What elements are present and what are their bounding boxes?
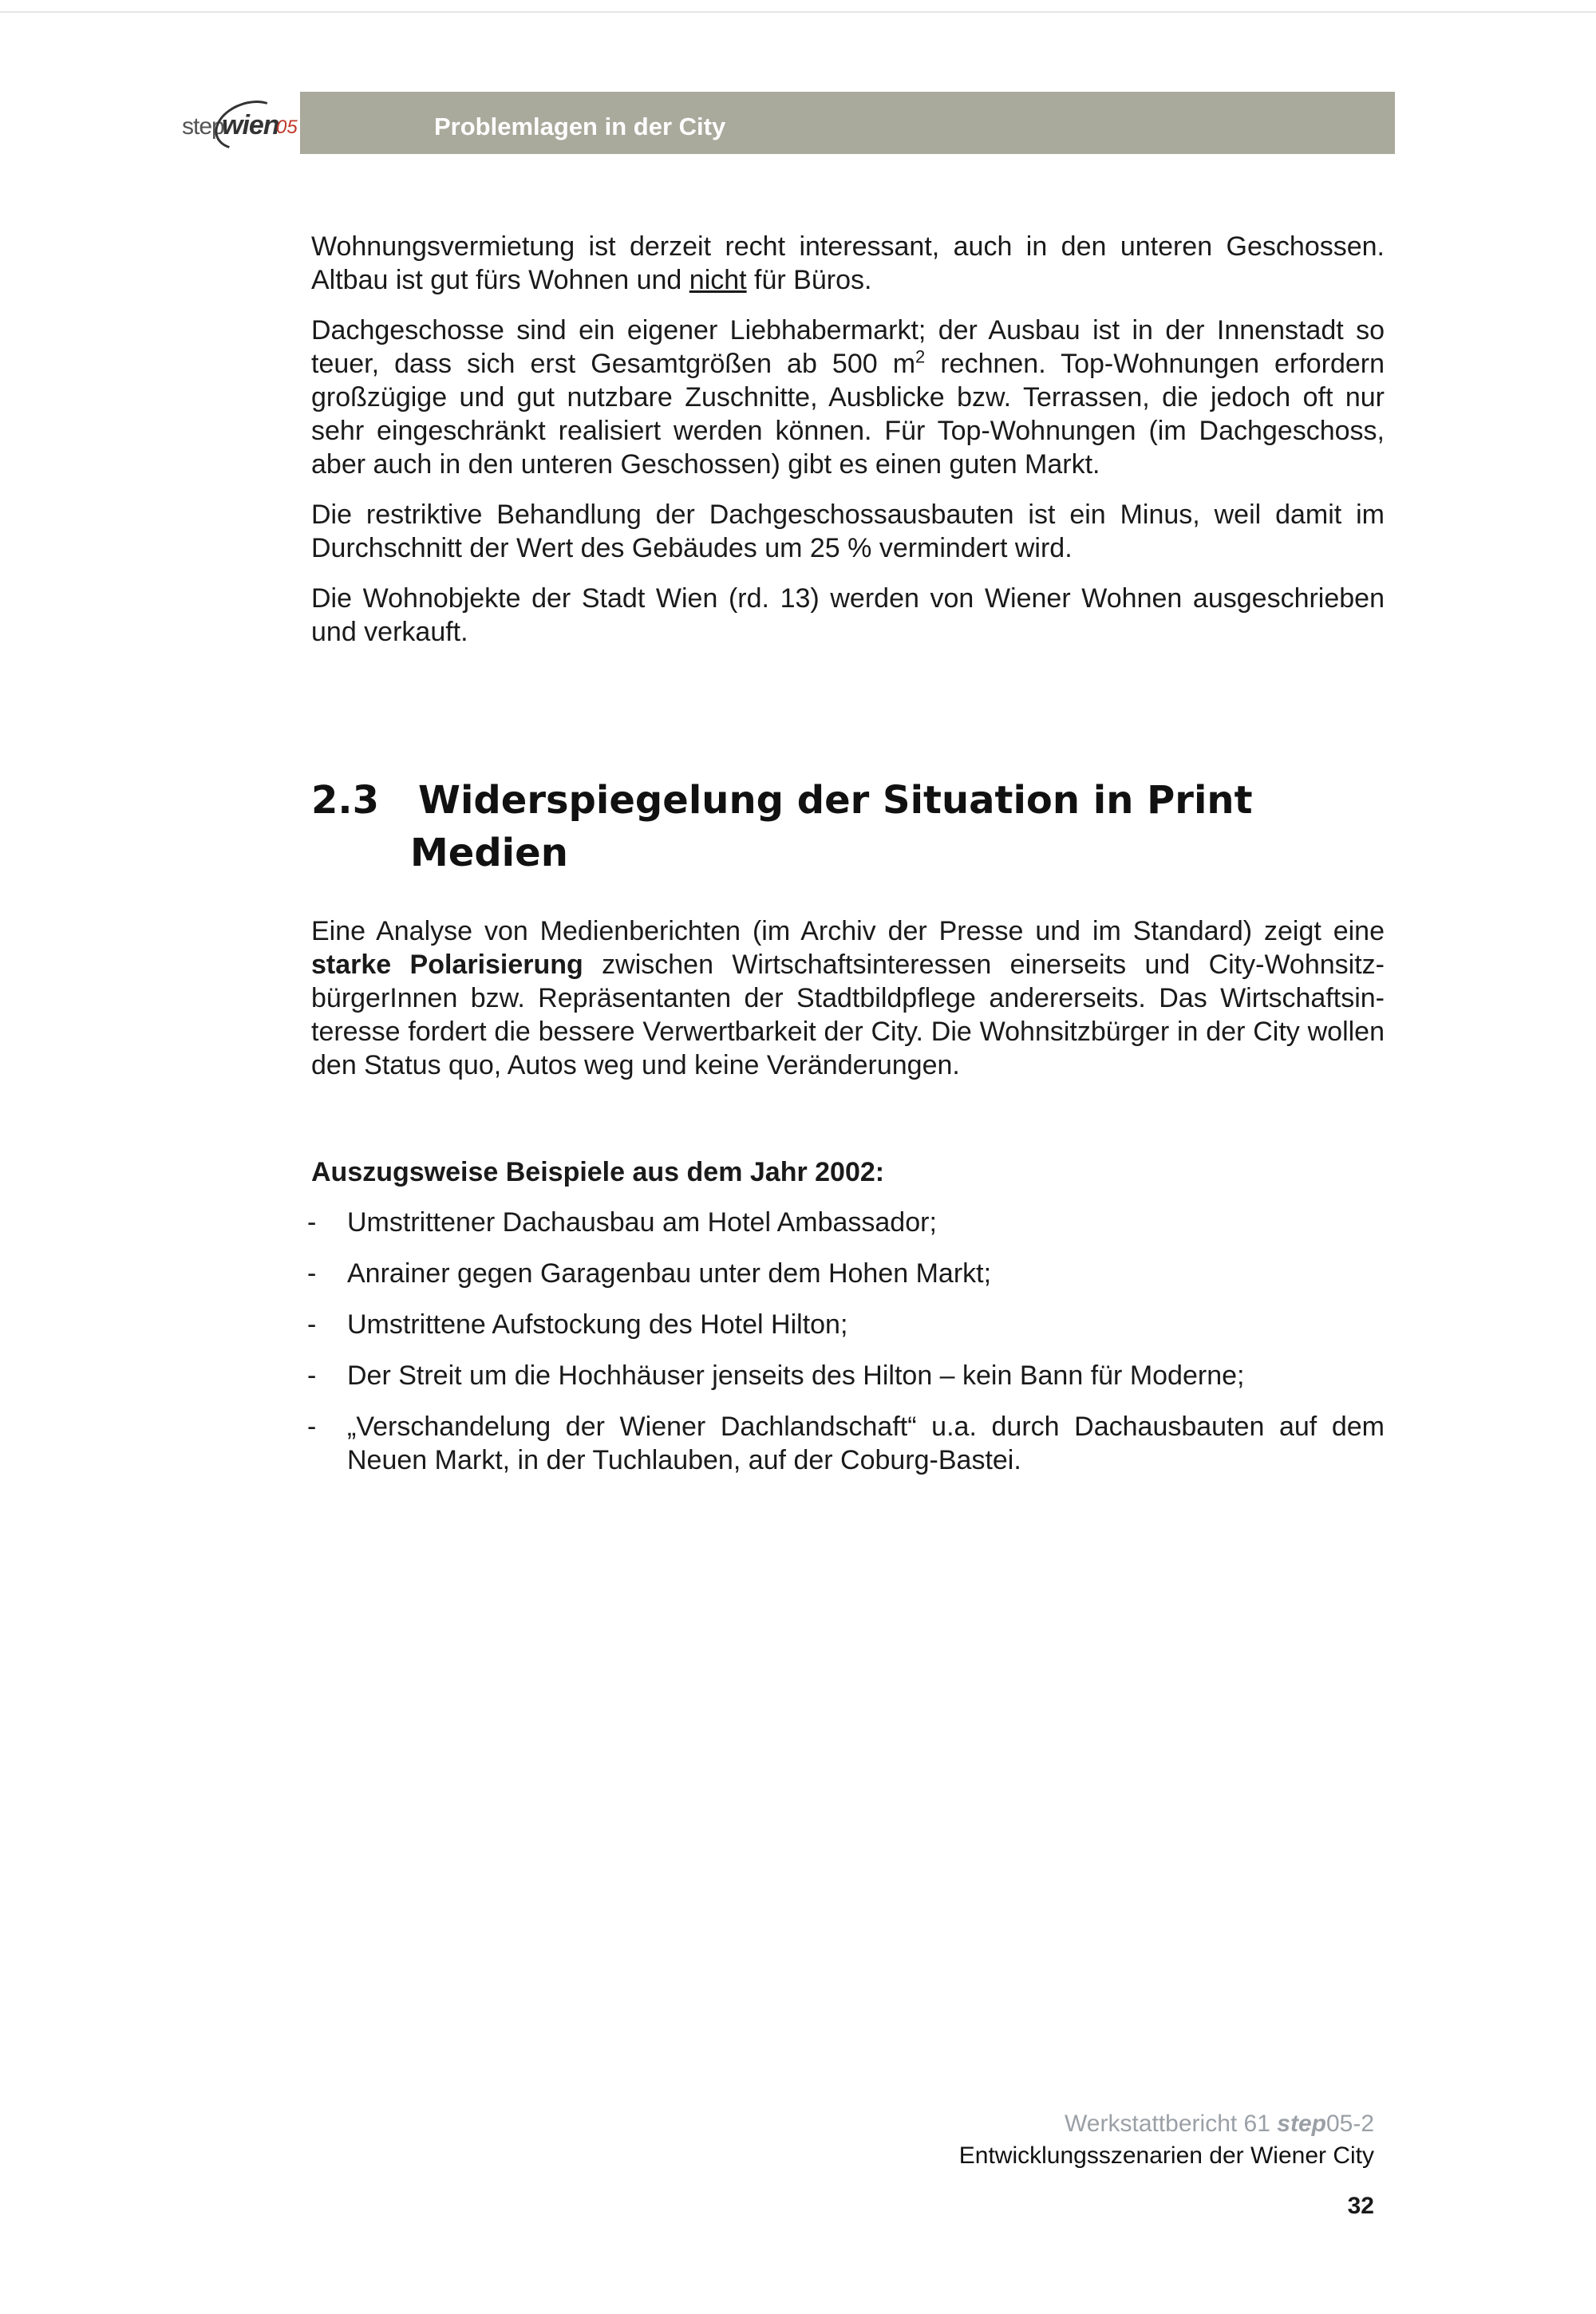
logo-text-wien: wien	[222, 110, 279, 140]
paragraph-2-text-a: Dachgeschosse sind ein eigener Liebhabermarkt; der Ausbau ist in der Innenstadt so teuer, dass sich erst Gesamtgrößen ab 500 m	[311, 315, 1385, 379]
logo-text-step: step	[182, 113, 224, 140]
paragraph-1-text-a: Wohnungsvermietung ist derzeit recht interessant, auch in den unteren Geschossen. Altbau ist gut fürs Wohnen und	[311, 231, 1385, 295]
list-item	[307, 1359, 1385, 1392]
list-dash: -	[307, 1207, 317, 1238]
step-wien-logo	[182, 102, 298, 147]
list-item-text: Umstrittener Dachausbau am Hotel Ambassador;	[347, 1207, 937, 1238]
examples-title: Auszugsweise Beispiele aus dem Jahr 2002:	[311, 1157, 885, 1187]
paragraph-2	[311, 314, 1385, 481]
list-dash: -	[307, 1309, 317, 1340]
page-footer	[959, 2108, 1374, 2172]
examples-list	[307, 1206, 1385, 1495]
paragraph-2-text-b: rechnen. Top-Wohnungen erfordern großzügige und gut nutzbare Zuschnitte, Ausblicke bzw. Terrassen, die jedoch oft nur sehr eingeschränkt realisiert werden können. Für Top-Wohnungen (im Dachgeschoss, aber auch in den unteren Geschossen) gibt es einen guten Markt.	[311, 349, 1385, 480]
section-title-line2: Medien	[410, 831, 568, 875]
footer-report-prefix: Werkstattbericht 61	[1065, 2111, 1278, 2137]
footer-report-line	[959, 2108, 1374, 2140]
header-title: Problemlagen in der City	[434, 113, 726, 140]
paragraph-4: Die Wohnobjekte der Stadt Wien (rd. 13) werden von Wiener Wohnen ausgeschrieben und verkauft.	[311, 583, 1385, 647]
list-dash: -	[307, 1412, 317, 1442]
list-item-text: Umstrittene Aufstockung des Hotel Hilton;	[347, 1309, 848, 1340]
list-dash: -	[307, 1360, 317, 1391]
list-item	[307, 1308, 1385, 1341]
list-item	[307, 1257, 1385, 1290]
section-title-line1: Widerspiegelung der Situation in Print	[418, 778, 1253, 823]
section-text	[311, 914, 1385, 1099]
list-item-text: „Verschandelung der Wiener Dachlandschaft“ u.a. durch Dachausbauten auf dem Neuen Markt, in der Tuchlauben, auf der Coburg-Bastei.	[347, 1412, 1385, 1475]
section-heading	[311, 774, 1385, 879]
list-dash: -	[307, 1258, 317, 1289]
list-item-text: Der Streit um die Hochhäuser jenseits des Hilton – kein Bann für Moderne;	[347, 1360, 1245, 1391]
footer-report-suffix: 05-2	[1325, 2111, 1374, 2137]
paragraph-2-superscript: 2	[915, 346, 926, 367]
paragraph-1-text-b: für Büros.	[746, 265, 872, 295]
section-paragraph-bold: starke Polarisierung	[311, 950, 583, 980]
header-bar	[300, 92, 1395, 154]
footer-subtitle: Entwicklungsszenarien der Wiener City	[958, 2142, 1374, 2169]
list-item	[307, 1410, 1385, 1477]
section-paragraph-text-b: zwischen Wirtschaftsinteressen einerseits und City-WohnsitzbürgerInnen bzw. Repräsentanten der Stadtbildpflege andererseits. Das Wirtschaftsinteresse fordert die bessere Verwertbarkeit der City. Die Wohnsitzbürger in der City wollen den Status quo, Autos weg und keine Veränderungen.	[311, 950, 1385, 1080]
paragraph-1-underlined: nicht	[689, 265, 747, 295]
paragraph-1	[311, 230, 1385, 297]
list-item	[307, 1206, 1385, 1239]
page-header	[182, 88, 1395, 153]
section-number: 2.3	[311, 778, 380, 823]
intro-text	[311, 230, 1385, 665]
section-paragraph-text-a: Eine Analyse von Medienberichten (im Archiv der Presse und im Standard) zeigt eine	[311, 916, 1385, 946]
page-number: 32	[1347, 2193, 1374, 2219]
logo-text-year: 05	[276, 116, 298, 138]
page-edge-line	[0, 11, 1596, 13]
footer-report-brand: step	[1277, 2111, 1326, 2137]
list-item-text: Anrainer gegen Garagenbau unter dem Hohen Markt;	[347, 1258, 992, 1289]
paragraph-3: Die restriktive Behandlung der Dachgeschossausbauten ist ein Minus, weil damit im Durchschnitt der Wert des Gebäudes um 25 % vermindert wird.	[311, 500, 1385, 563]
section-paragraph	[311, 914, 1385, 1082]
